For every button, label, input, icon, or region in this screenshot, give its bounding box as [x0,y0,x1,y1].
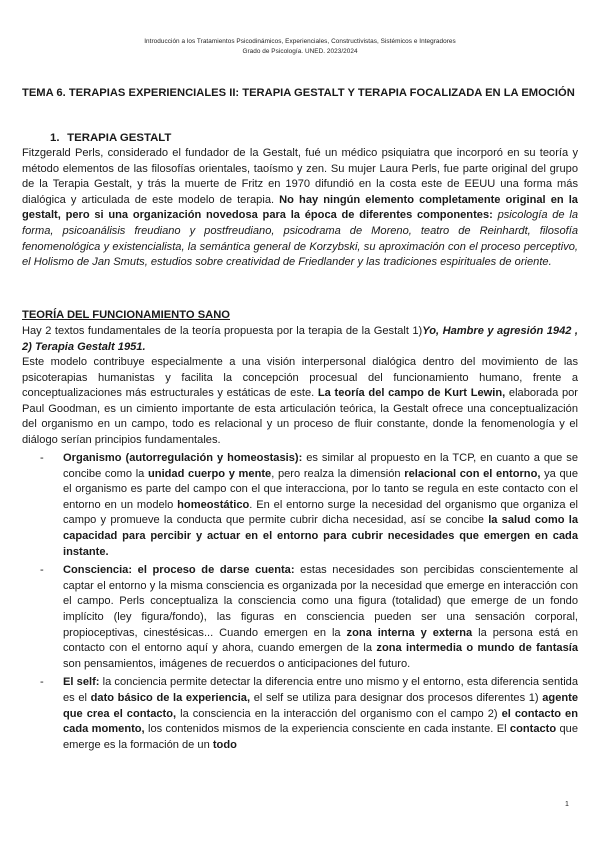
list-item-consciencia [40,563,578,672]
bullet-text: ya que el organismo es parte del campo con el que interacciona, por lo tanto se regula en este contacto con el entorno en un modelo [63,467,579,511]
bullet-bold: contacto [509,723,557,736]
bullet-dash: - [40,452,44,464]
bullet-dash: - [40,676,44,689]
page-number: 1 [565,801,569,808]
subheading-funcionamiento-sano: TEORÍA DEL FUNCIONAMIENTO SANO [22,309,231,321]
list-item-self [40,675,578,753]
intro-italic-text: psicología de la forma, psicoanálisis freudiano y postfreudiano, psicodrama de Moreno, teatro de Reinhardt, filosofía fenomenológica y existencialista, la semántica general de Korzybski, su aproximación con el proceso perceptivo, el Holismo de Jan Smuts, estudios sobre creatividad de Friedlander y las tradiciones espirituales de oriente. [22,209,578,269]
textos-book-1: Yo, Hambre y agresión 1942 [422,325,572,337]
bullet-text: que emerge es la formación de un [63,723,579,751]
section-heading-terapia-gestalt [50,131,171,145]
bullet-list [40,451,578,756]
bullet-text: . En el entorno surge la necesidad del organismo que organiza el campo y promueve la conducta que permite cubrir dicha necesidad, así se concibe [63,498,578,527]
bullet-text: la persona está en contacto con el entorno aquí y ahora, cuando emergen de la [63,626,578,655]
paragraph-textos [22,324,578,355]
bullet-text: el self se utiliza para designar dos procesos diferentes 1) [250,691,543,704]
list-item-organismo [40,451,578,560]
bullet-text: la conciencia permite detectar la diferencia entre uno mismo y el entorno, esta diferencia sentida es el [63,676,579,704]
section-number: 1. [50,132,60,144]
bullet-bold: homeostático [177,498,250,511]
bullet-bold: el contacto en cada momento, [63,707,578,736]
bullet-dash: - [40,564,44,577]
bullet-term: Organismo (autorregulación y homeostasis): [63,452,303,464]
intro-text: Fitzgerald Perls, considerado el fundador de la Gestalt, fué un médico psiquiatra que incorporó en su teoría y método elementos de las filosofías orientales, taoísmo y zen. Su mujer Laura Perls, fue parte original del grupo de la Terapia Gestalt, y trás la muerte de Fritz en 1970 difundió en la costa este de EEUU una forma más dialógica y articulada de este modelo de terapia. [22,147,578,206]
bullet-text: son pensamientos, imágenes de recuerdos o anticipaciones del futuro. [63,657,411,670]
bullet-text: es similar al propuesto en la TCP, en cuanto a que se concibe como la [63,452,578,480]
bullet-text: la consciencia en la interacción del organismo con el campo 2) [176,707,502,720]
intro-bold-text: No hay ningún elemento completamente original en la gestalt, pero si una organización novedosa para la época de diferentes componentes: [22,193,578,222]
bullet-term: El self: [63,676,100,689]
bullet-text: , pero realza la dimensión [271,467,405,480]
bullet-bold: zona interna y externa [346,626,473,639]
bullet-bold: unidad cuerpo y mente [148,467,272,480]
bullet-text: estas necesidades son percibidas conscientemente al captar el entorno y la misma consciencia es organizada por la necesidad que emerge en interacción con el campo. Perls conceptualiza la consciencia como una figura (totalidad) que emerge de un fondo implícito (ley figura/fondo), las figuras en consciencia pueden ser una sensación corporal, propioceptivas, cinestésicas... Cuando emergen en la [63,564,579,639]
textos-book-2: Terapia Gestalt 1951. [34,340,146,353]
bullet-bold: relacional con el entorno, [404,467,541,480]
chapter-title: TEMA 6. TERAPIAS EXPERIENCIALES II: TERAPIA GESTALT Y TERAPIA FOCALIZADA EN LA EMOCIÓN [22,87,575,99]
modelo-text-2: elaborada por Paul Goodman, es un cimiento importante de esta articulación teórica, la Gestalt ofrece una conceptualización del organismo en un campo, todo es relacional y un proceso de fluir constante, donde la fenomenología y el diálogo serían principios fundamentales. [22,387,578,446]
textos-text: Hay 2 textos fundamentales de la teoría propuesta por la terapia de la Gestalt 1) [22,325,423,337]
section-label: TERAPIA GESTALT [67,132,172,144]
modelo-text: Este modelo contribuye especialmente a una visión interpersonal dialógica dentro del movimiento de las psicoterapias humanistas y facilita la concepción procesual del funcionamiento humano, frente a conceptualizaciones más estructurales y estáticas de este. [22,356,578,400]
bullet-bold: todo [212,738,237,751]
bullet-bold: dato básico de la experiencia, [90,691,251,704]
paragraph-intro [22,146,578,271]
textos-separator: , 2) [22,325,578,353]
modelo-bold-text: La teoría del campo de Kurt Lewin, [317,387,506,400]
bullet-bold: agente que crea el contacto, [63,691,579,720]
bullet-bold: la salud como la capacidad para percibir y actuar en el entorno para cubrir necesidades que emergen en cada instante. [63,514,578,558]
bullet-bold: zona intermedia o mundo de fantasía [376,642,578,655]
bullet-term: Consciencia: el proceso de darse cuenta: [63,564,295,577]
paragraph-modelo [22,355,578,449]
header-course-info: Grado de Psicología. UNED. 2023/2024 [242,48,358,55]
header-course-title: Introducción a los Tratamientos Psicodinámicos, Experienciales, Constructivistas, Sistémicos e Integradores [144,38,456,45]
bullet-text: los contenidos mismos de la experiencia consciente en cada instante. El [144,723,510,736]
